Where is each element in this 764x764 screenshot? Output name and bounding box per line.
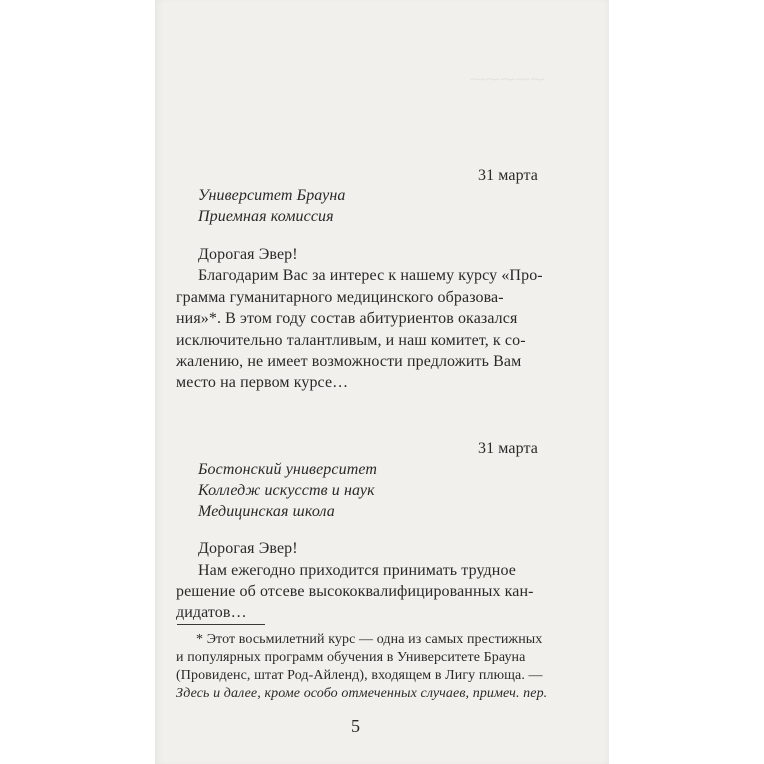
letter1-sender-line-1: Университет Брауна (198, 187, 346, 204)
letter2-date: 31 марта (478, 440, 538, 457)
letter1-body-line-2: грамма гуманитарного медицинского образова- (176, 289, 504, 306)
letter1-body-line-6: место на первом курсе… (176, 374, 349, 391)
letter2-body-line-3: дидатов… (176, 604, 247, 621)
bleed-through-decoration: ⁓⁓⁓⁓⁓ (470, 72, 545, 88)
letter1-body-line-4: исключительно талантливым, и наш комитет, к со- (176, 332, 526, 349)
footnote-line-2: и популярных программ обучения в Университете Брауна (176, 650, 526, 665)
letter1-body-line-5: жалению, не имеет возможности предложить Вам (176, 353, 522, 370)
letter2-sender-line-2: Колледж искусств и наук (198, 482, 375, 499)
footnote-line-1: * Этот восьмилетний курс — одна из самых престижных (196, 632, 543, 647)
letter1-date: 31 марта (478, 167, 538, 184)
letter2-sender-line-1: Бостонский университет (198, 461, 378, 478)
letter1-greeting: Дорогая Эвер! (198, 246, 298, 263)
letter2-body-line-2: решение об отсеве высококвалифицированных кан- (176, 583, 534, 600)
footnote-line-3: (Провиденс, штат Род-Айленд), входящем в Лигу плюща. — (176, 668, 543, 683)
footnote-line-4: Здесь и далее, кроме особо отмеченных случаев, примеч. пер. (176, 686, 548, 701)
footnote-rule (177, 624, 265, 625)
letter2-sender-line-3: Медицинская школа (198, 503, 335, 520)
page-number: 5 (351, 716, 361, 736)
letter2-greeting: Дорогая Эвер! (198, 540, 298, 557)
letter2-body-line-1: Нам ежегодно приходится принимать трудное (198, 562, 516, 579)
letter1-sender-line-2: Приемная комиссия (198, 208, 334, 225)
letter1-body-line-1: Благодарим Вас за интерес к нашему курсу «Про- (198, 267, 543, 284)
letter1-body-line-3: ния»*. В этом году состав абитуриентов оказался (176, 310, 518, 327)
